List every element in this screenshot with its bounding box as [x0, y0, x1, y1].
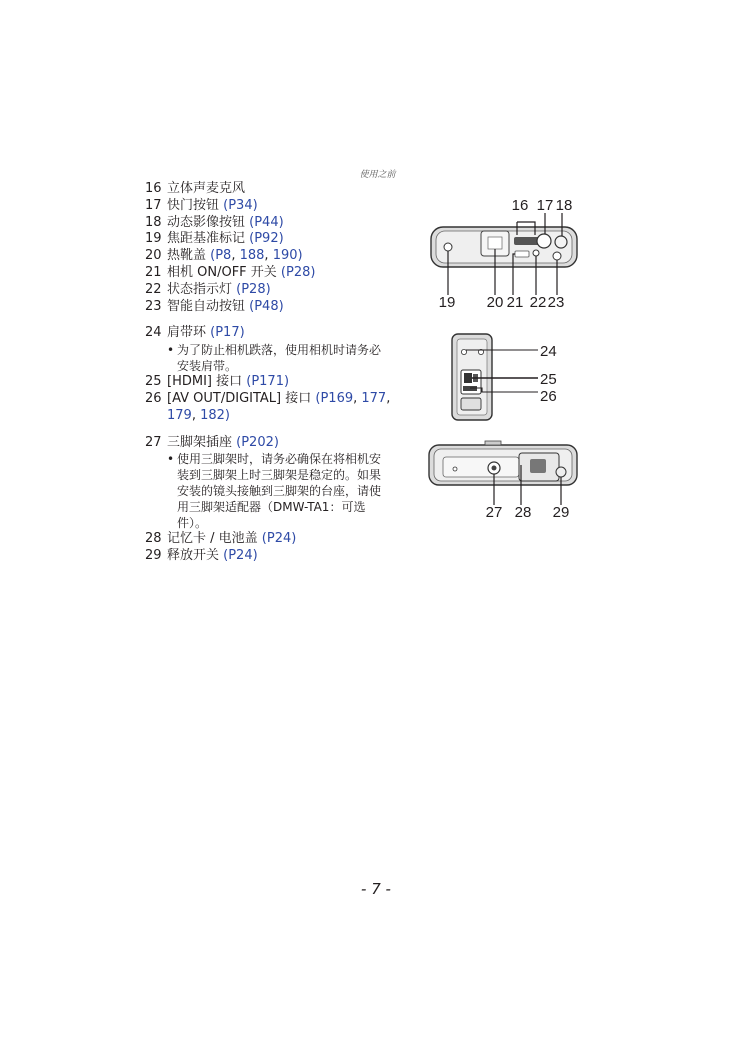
list-item [145, 248, 405, 265]
item-text: 相机 ON/OFF 开关 [167, 264, 281, 280]
item-text: 肩带环 [167, 325, 211, 341]
item-text: 动态影像按钮 [167, 214, 250, 230]
camera-side-view-icon [452, 334, 538, 420]
parts-list [145, 181, 405, 565]
list-item [145, 282, 405, 299]
camera-top-view-figure [425, 193, 585, 311]
page-link[interactable]: 188 [239, 248, 265, 264]
item-number: 27 [145, 434, 162, 450]
page-number: - 7 - [361, 880, 391, 898]
item-number: 17 [145, 197, 162, 213]
callout-23: 23 [547, 294, 565, 311]
item-text: 热靴盖 [167, 248, 211, 264]
list-item [145, 531, 405, 548]
item-text: 焦距基准标记 [167, 231, 250, 247]
item-text: 状态指示灯 [167, 281, 237, 297]
link-separator: , [231, 248, 240, 264]
item-number: 24 [145, 325, 162, 341]
callout-19: 19 [438, 294, 456, 311]
list-item [145, 374, 405, 391]
item-number: 22 [145, 281, 162, 297]
item-text: 三脚架插座 [167, 434, 237, 450]
list-item [145, 548, 405, 565]
callout-29: 29 [552, 504, 570, 521]
note-text: 为了防止相机跌落，使用相机时请务必安装肩带。 [177, 343, 382, 374]
note [167, 342, 405, 374]
list-item [145, 435, 405, 452]
callout-16: 16 [511, 197, 529, 214]
list-item [145, 391, 405, 425]
callout-27: 27 [485, 504, 503, 521]
link-separator: , [386, 390, 391, 406]
bullet-icon: • [167, 343, 175, 358]
list-item [145, 215, 405, 232]
page-link[interactable]: (P202) [236, 434, 279, 450]
page-link[interactable]: (P17) [210, 325, 245, 341]
list-item [145, 198, 405, 215]
item-number: 18 [145, 214, 162, 230]
camera-side-view-figure [448, 330, 568, 425]
item-text: 记忆卡 / 电池盖 [167, 531, 262, 547]
item-number: 20 [145, 248, 162, 264]
page-link[interactable]: (P171) [246, 374, 290, 390]
page-link[interactable]: 182) [200, 407, 230, 423]
item-text: 智能自动按钮 [167, 298, 250, 314]
page-link[interactable]: (P92) [249, 231, 284, 247]
callout-20: 20 [486, 294, 504, 311]
bullet-icon: • [167, 452, 175, 467]
callout-25: 25 [540, 371, 557, 388]
page-link[interactable]: (P34) [223, 197, 258, 213]
camera-top-view-icon [431, 213, 577, 295]
page-link[interactable]: (P48) [249, 298, 284, 314]
page-header: 使用之前 [359, 170, 396, 180]
callout-28: 28 [514, 504, 532, 521]
note-text: 使用三脚架时，请务必确保在将相机安装到三脚架上时三脚架是稳定的。如果安装的镜头接触到三脚架的台座，请使用三脚架适配器（DMW-TA1：可选件）。 [177, 452, 382, 531]
list-item [145, 299, 405, 316]
item-number: 29 [145, 548, 162, 564]
item-text: 释放开关 [167, 548, 224, 564]
item-text: 快门按钮 [167, 197, 224, 213]
list-item [145, 181, 405, 198]
item-number: 28 [145, 531, 162, 547]
item-number: 25 [145, 374, 162, 390]
page-link[interactable]: (P24) [223, 548, 258, 564]
callout-26: 26 [540, 388, 557, 405]
list-item [145, 325, 405, 342]
callout-22: 22 [529, 294, 547, 311]
item-text: [AV OUT/DIGITAL] 接口 [167, 390, 316, 406]
camera-bottom-view-icon [429, 441, 577, 505]
item-text: 立体声麦克风 [167, 181, 246, 196]
note [167, 451, 405, 531]
item-text: [HDMI] 接口 [167, 374, 247, 390]
page-link[interactable]: (P8 [210, 248, 232, 264]
page-link[interactable]: 179 [167, 407, 192, 423]
link-separator: , [353, 390, 362, 406]
page-link[interactable]: (P28) [236, 281, 271, 297]
item-number: 26 [145, 390, 162, 406]
list-item [145, 231, 405, 248]
callout-17: 17 [536, 197, 554, 214]
item-number: 21 [145, 264, 162, 280]
camera-bottom-view-figure [425, 435, 585, 523]
link-separator: , [264, 248, 273, 264]
link-separator: , [191, 407, 201, 423]
item-number: 23 [145, 298, 162, 314]
page-link[interactable]: 190) [272, 248, 303, 264]
page-link[interactable]: (P169 [315, 390, 354, 406]
page-link[interactable]: (P44) [249, 214, 284, 230]
callout-21: 21 [506, 294, 524, 311]
page-link[interactable]: 177 [361, 390, 387, 406]
item-number: 16 [145, 181, 162, 196]
list-item [145, 265, 405, 282]
callout-24: 24 [540, 343, 557, 360]
page-link[interactable]: (P24) [261, 531, 297, 547]
page-link[interactable]: (P28) [280, 264, 316, 280]
callout-18: 18 [555, 197, 573, 214]
item-number: 19 [145, 231, 162, 247]
